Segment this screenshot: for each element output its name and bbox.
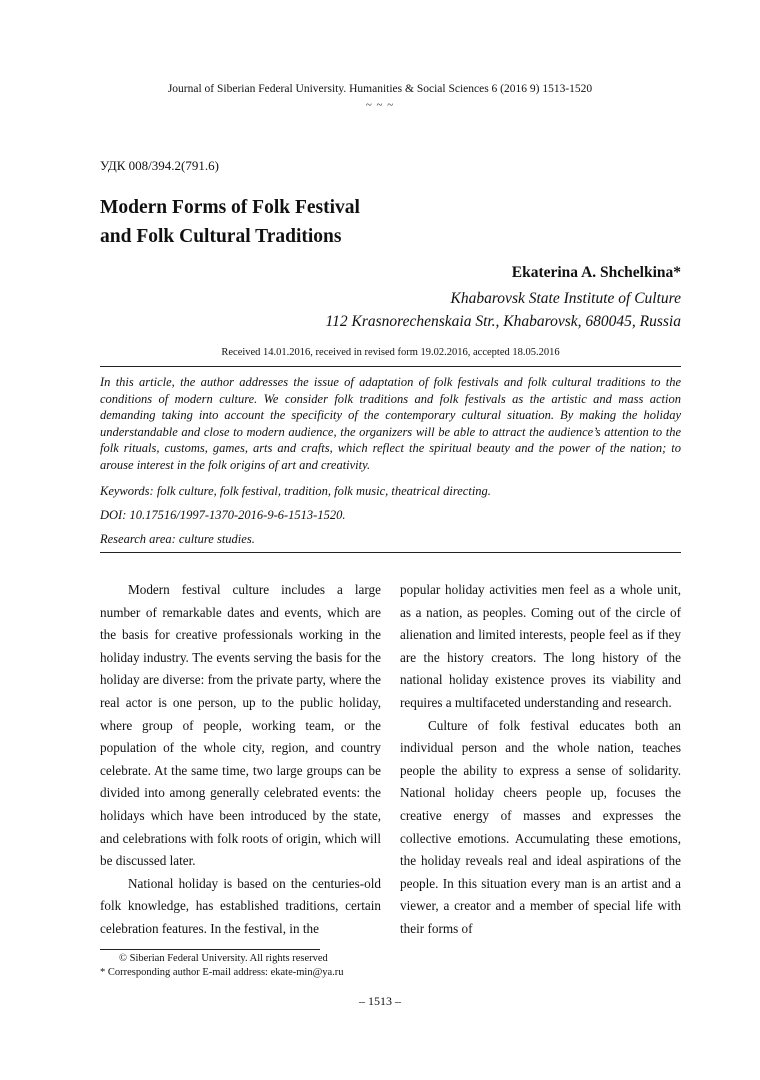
abstract-top-rule [100,366,681,367]
author-name: Ekaterina A. Shchelkina* [511,264,681,281]
abstract-bottom-rule [100,552,681,553]
header-ornament: ~ ~ ~ [365,99,395,111]
footnote-corresponding: * Corresponding author E-mail address: ekate-min@ya.ru [100,967,344,978]
paragraph: Culture of folk festival educates both an individual person and the whole nation, teaches people the ability to express a sense of solidarity. National holiday cheers people up, focuses the creative energy of masses and expresses the collective emotions. Accumulating these emotions, the holiday reveals real and ideal aspirations of the people. In this situation every man is an artist and a viewer, a creator and a member of special life with their forms of [400,717,681,936]
research-area: Research area: culture studies. [100,532,255,546]
title-line-2: and Folk Cultural Traditions [100,226,342,247]
footnote-rule [100,949,320,950]
abstract: In this article, the author addresses the issue of adaptation of folk festivals and folk cultural traditions to the conditions of modern culture. We consider folk traditions and folk festivals as the artistic and mass action demanding taking into account the specificity of the contemporary cultural situation. By making the holiday understandable and close to modern audience, the organizers will be able to attract the audience’s attention to the folk rituals, customs, games, arts and crafts, which reflect the spiritual beauty and the power of the nation; to arouse interest in the folk origins of art and creativity. [100,375,681,472]
paragraph: Modern festival culture includes a large number of remarkable dates and events, which are the basis for creative professionals working in the holiday industry. The events serving the basis for the holiday are diverse: from the private party, where the real actor is one person, up to the public holiday, where group of people, working team, or the population of the whole city, region, and country celebrate. At the same time, two large groups can be divided into among generally celebrated events: the holidays which have been introduced by the state, and celebrations with folk roots of origin, which will be discussed later. [100,582,381,869]
body-column-left [100,579,381,941]
doi: DOI: 10.17516/1997-1370-2016-9-6-1513-1520. [100,508,346,522]
body-column-right [400,579,681,941]
footnote-copyright: © Siberian Federal University. All rights reserved [119,953,328,964]
article-title [100,193,360,251]
received-dates: Received 14.01.2016, received in revised form 19.02.2016, accepted 18.05.2016 [221,347,560,358]
author-affiliation [326,287,682,333]
institution: Khabarovsk State Institute of Culture [450,290,681,307]
udk-code: УДК 008/394.2(791.6) [100,158,219,173]
title-line-1: Modern Forms of Folk Festival [100,197,360,218]
address: 112 Krasnorechenskaia Str., Khabarovsk, 680045, Russia [325,313,681,330]
paragraph: popular holiday activities men feel as a whole unit, as a nation, as peoples. Coming out of the circle of alienation and limited interests, people feel as if they are the history creators. The long history of the national holiday existence proves its viability and requires a multifaceted understanding and research. [400,582,681,710]
journal-header: Journal of Siberian Federal University. Humanities & Social Sciences 6 (2016 9) 1513-1520 [167,83,593,95]
paragraph: National holiday is based on the centuries-old folk knowledge, has established traditions, certain celebration features. In the festival, in the [100,875,381,936]
page-number: – 1513 – [359,994,401,1008]
keywords: Keywords: folk culture, folk festival, tradition, folk music, theatrical directing. [100,484,491,498]
